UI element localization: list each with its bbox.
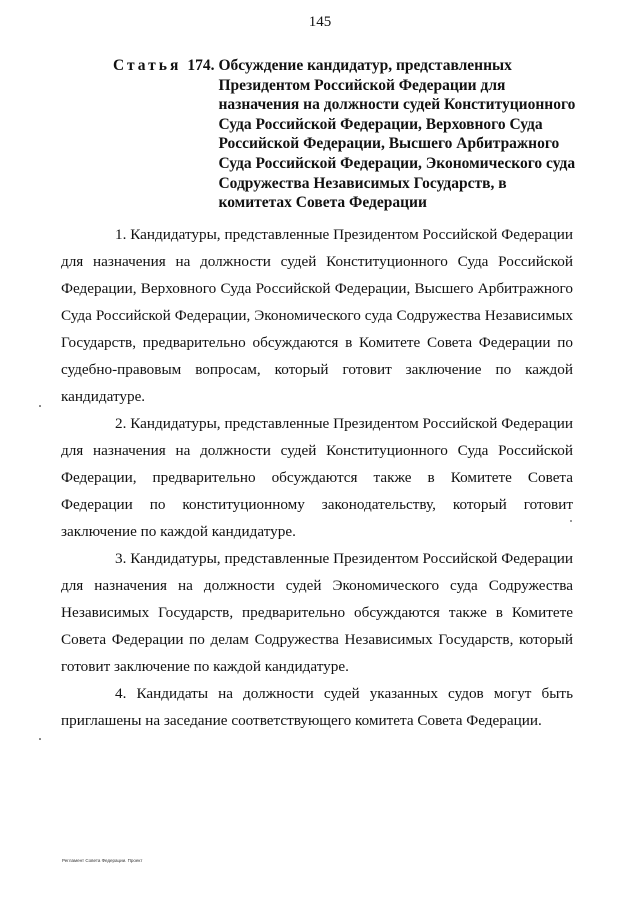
paragraph-2: 2. Кандидатуры, представленные Президентом Российской Федерации для назначения на должности судей Конституционного Суда Российской Федерации, предварительно обсуждаются также в Комитете Совета Федерации по конституционному законодательству, который готовит заключение по каждой кандидатуре. xyxy=(61,415,573,540)
paragraph-1: 1. Кандидатуры, представленные Президентом Российской Федерации для назначения на должности судей Конституционного Суда Российской Федерации, Верховного Суда Российской Федерации, Высшего Арбитражного Суда Российской Федерации, Экономического суда Содружества Независимых Государств, предварительно обсуждаются в Комитете Совета Федерации по судебно-правовым вопросам, который готовит заключение по каждой кандидатуре. xyxy=(61,226,573,405)
article-body xyxy=(61,221,573,734)
article-label: Статья xyxy=(113,57,182,74)
article-title-line: Обсуждение кандидатур, представленных xyxy=(218,57,512,74)
article-title-line: Содружества Независимых Государств, в xyxy=(218,174,507,192)
article-title-line: Российской Федерации, Высшего Арбитражного xyxy=(218,135,560,153)
scan-speck xyxy=(39,738,41,740)
article-title-line: Президентом Российской Федерации для xyxy=(218,76,506,94)
footer-note: Регламент Совета Федерации. Проект xyxy=(62,858,143,863)
article-number: 174. xyxy=(187,57,215,74)
scan-speck xyxy=(39,405,41,407)
article-title-line: комитетах Совета Федерации xyxy=(218,194,427,212)
article-title-line: Суда Российской Федерации, Экономического суда xyxy=(218,154,576,172)
paragraph-3: 3. Кандидатуры, представленные Президентом Российской Федерации для назначения на должности судей Экономического суда Содружества Независимых Государств, предварительно обсуждаются также в Комитете Совета Федерации по делам Содружества Независимых Государств, который готовит заключение по каждой кандидатуре. xyxy=(61,550,573,675)
paragraph-4: 4. Кандидаты на должности судей указанных судов могут быть приглашены на заседание соответствующего комитета Совета Федерации. xyxy=(61,685,573,729)
article-title-line: Суда Российской Федерации, Верховного Суда xyxy=(218,115,543,133)
article-title-line: назначения на должности судей Конституционного xyxy=(218,96,576,114)
article-heading xyxy=(113,56,593,213)
page-number: 145 xyxy=(308,14,332,30)
article-title xyxy=(218,56,576,213)
scan-speck xyxy=(570,520,572,522)
